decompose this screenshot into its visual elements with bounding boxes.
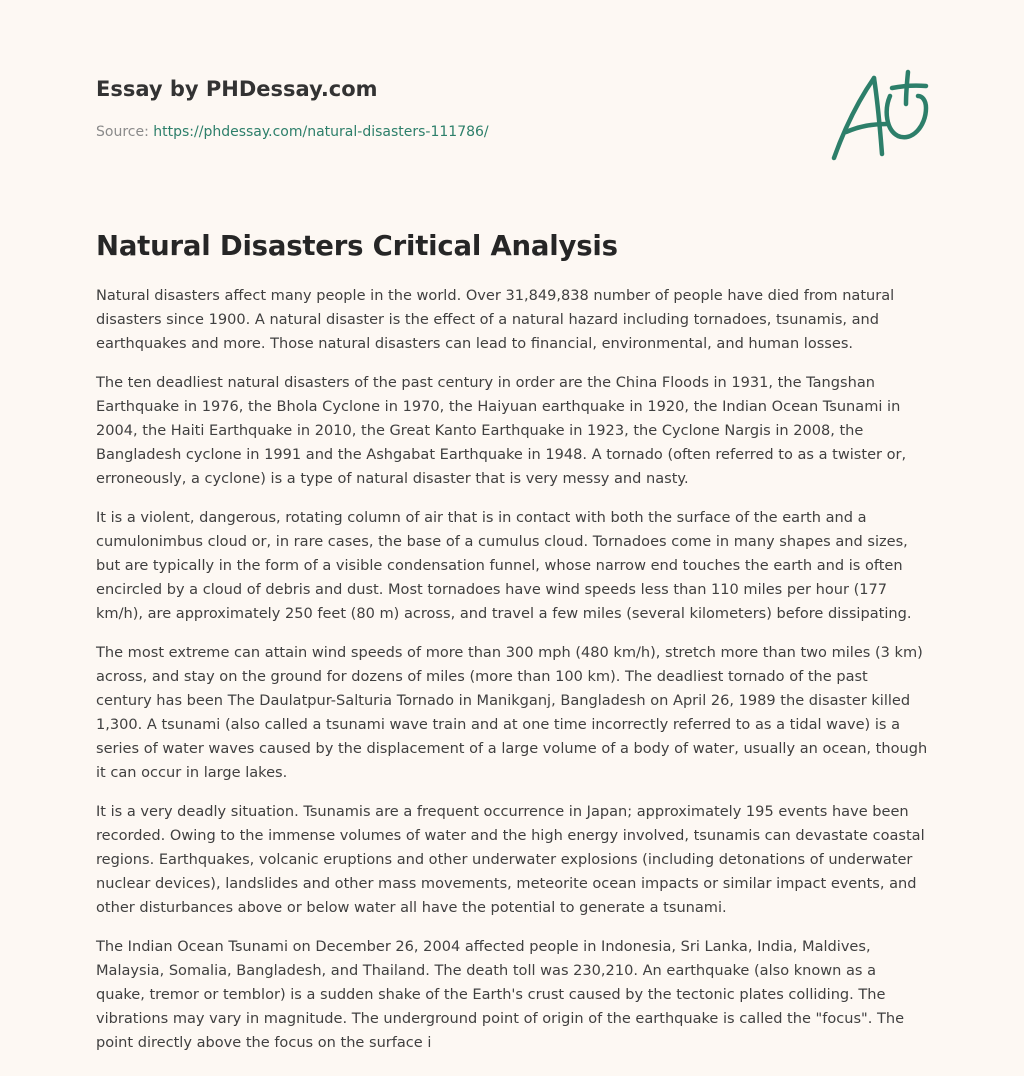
source-line	[96, 124, 489, 140]
essay-title: Natural Disasters Critical Analysis	[96, 230, 618, 262]
essay-paragraph: The most extreme can attain wind speeds of more than 300 mph (480 km/h), stretch more than two miles (3 km) across, and stay on the ground for dozens of miles (more than 100 km). The deadliest tornado of the past century has been The Daulatpur-Salturia Tornado in Manikganj, Bangladesh on April 26, 1989 the disaster killed 1,300. A tsunami (also called a tsunami wave train and at one time incorrectly referred to as a tidal wave) is a series of water waves caused by the displacement of a large volume of a body of water, usually an ocean, though it can occur in large lakes.	[96, 644, 928, 781]
essay-paragraph: The ten deadliest natural disasters of the past century in order are the China Floods in 1931, the Tangshan Earthquake in 1976, the Bhola Cyclone in 1970, the Haiyuan earthquake in 1920, the Indian Ocean Tsunami in 2004, the Haiti Earthquake in 2010, the Great Kanto Earthquake in 1923, the Cyclone Nargis in 2008, the Bangladesh cyclone in 1991 and the Ashgabat Earthquake in 1948. A tornado (often referred to as a twister or, erroneously, a cyclone) is a type of natural disaster that is very messy and nasty.	[96, 374, 907, 487]
essay-paragraph: Natural disasters affect many people in the world. Over 31,849,838 number of people have died from natural disasters since 1900. A natural disaster is the effect of a natural hazard including tornadoes, tsunamis, and earthquakes and more. Those natural disasters can lead to financial, environmental, and human losses.	[96, 287, 895, 352]
essay-paragraph: It is a violent, dangerous, rotating column of air that is in contact with both the surface of the earth and a cumulonimbus cloud or, in rare cases, the base of a cumulus cloud. Tornadoes come in many shapes and sizes, but are typically in the form of a visible condensation funnel, whose narrow end touches the earth and is often encircled by a cloud of debris and dust. Most tornadoes have wind speeds less than 110 miles per hour (177 km/h), are approximately 250 feet (80 m) across, and travel a few miles (several kilometers) before dissipating.	[96, 509, 912, 622]
essay-paragraph: The Indian Ocean Tsunami on December 26, 2004 affected people in Indonesia, Sri Lanka, India, Maldives, Malaysia, Somalia, Bangladesh, and Thailand. The death toll was 230,210. An earthquake (also known as a quake, tremor or temblor) is a sudden shake of the Earth's crust caused by the tectonic plates colliding. The vibrations may vary in magnitude. The underground point of origin of the earthquake is called the "focus". The point directly above the focus on the surface i	[96, 938, 905, 1051]
site-title: Essay by PHDessay.com	[96, 77, 378, 101]
essay-body	[96, 284, 928, 1055]
page-header	[96, 0, 928, 200]
source-link[interactable]: https://phdessay.com/natural-disasters-111786/	[153, 124, 489, 140]
source-label: Source:	[96, 124, 149, 140]
a-plus-logo-icon	[826, 66, 932, 166]
essay-paragraph: It is a very deadly situation. Tsunamis are a frequent occurrence in Japan; approximately 195 events have been recorded. Owing to the immense volumes of water and the high energy involved, tsunamis can devastate coastal regions. Earthquakes, volcanic eruptions and other underwater explosions (including detonations of underwater nuclear devices), landslides and other mass movements, meteorite ocean impacts or similar impact events, and other disturbances above or below water all have the potential to generate a tsunami.	[96, 803, 925, 916]
